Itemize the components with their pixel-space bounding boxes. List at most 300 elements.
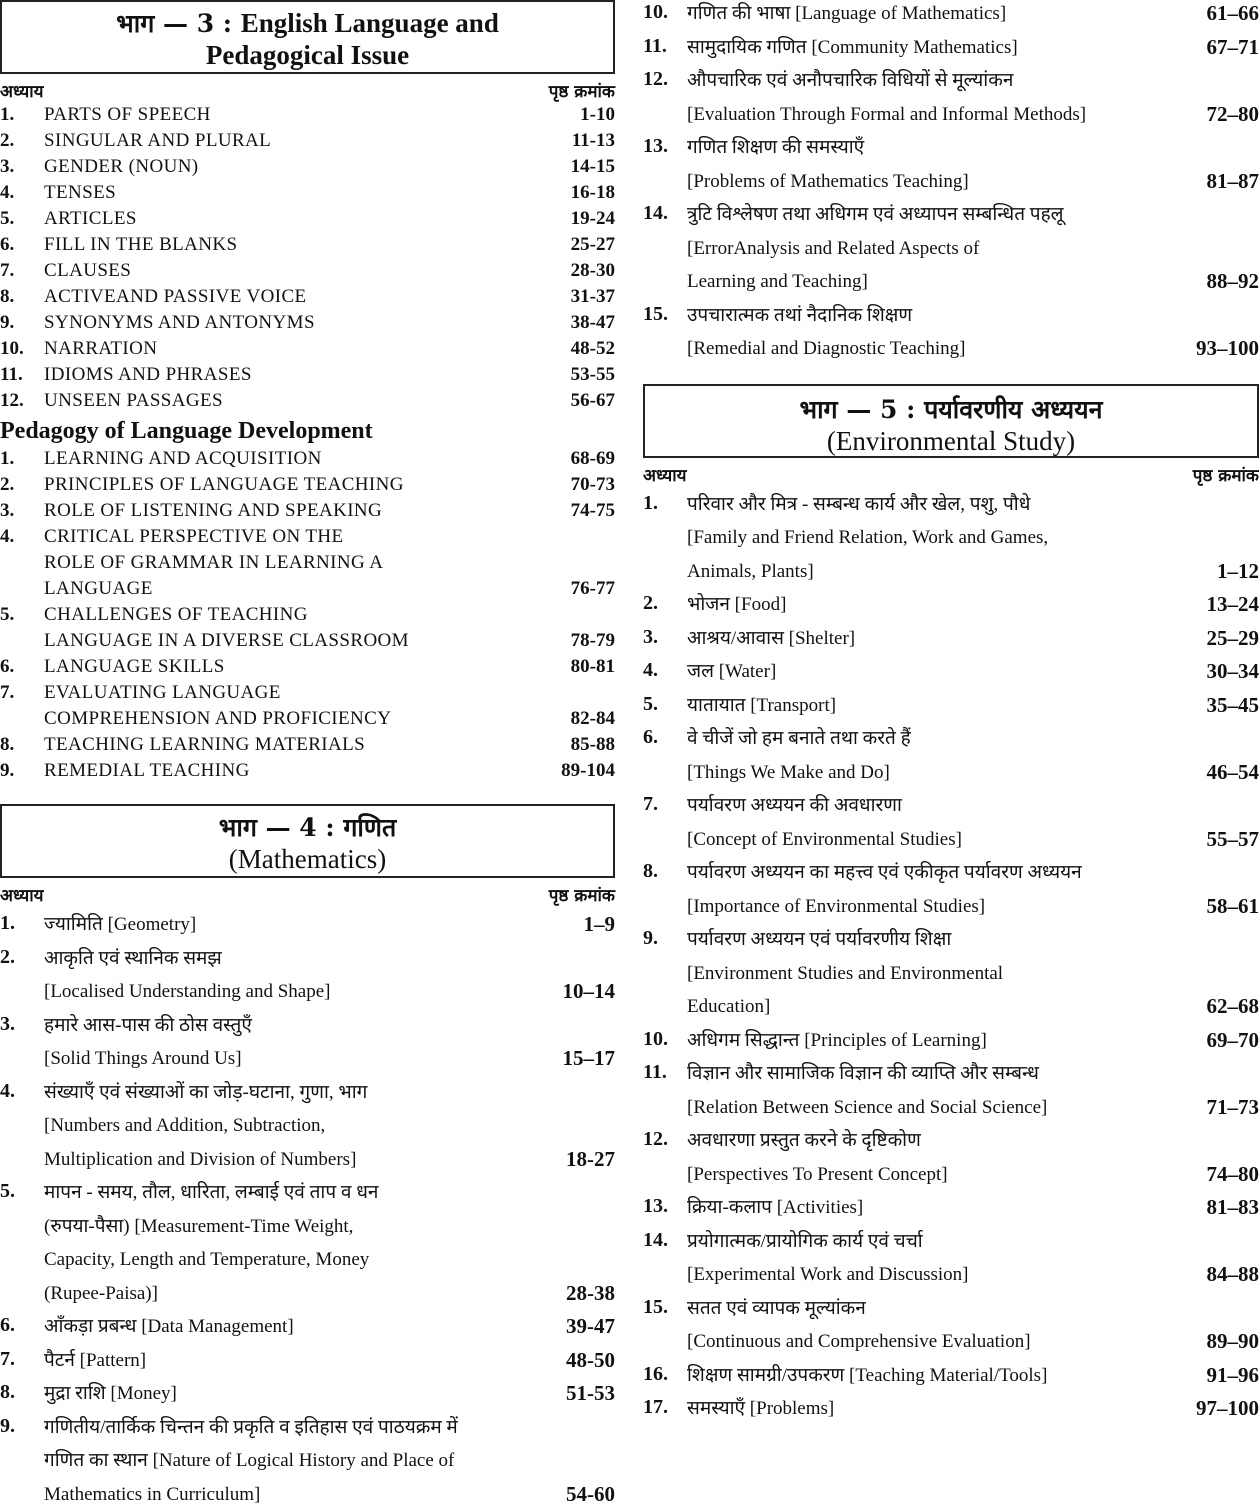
item-title-line: गणित की भाषा [Language of Mathematics] bbox=[687, 0, 1201, 31]
item-number: 10. bbox=[0, 336, 44, 362]
item-page-range: 38-47 bbox=[565, 310, 615, 336]
item-title-line: [Concept of Environmental Studies] bbox=[687, 823, 1201, 857]
item-title-line: Learning and Teaching] bbox=[687, 265, 1201, 299]
list-item bbox=[0, 180, 615, 206]
item-title bbox=[44, 498, 565, 524]
item-page-range: 1–9 bbox=[578, 908, 616, 942]
item-title bbox=[687, 1124, 1201, 1191]
item-page-range: 15–17 bbox=[557, 1042, 616, 1076]
item-title-line: LANGUAGE SKILLS bbox=[44, 654, 565, 680]
item-number: 5. bbox=[0, 206, 44, 232]
part4-list bbox=[0, 908, 615, 1511]
item-title bbox=[44, 602, 565, 654]
list-item bbox=[643, 198, 1259, 299]
pedagogy-heading: Pedagogy of Language Development bbox=[0, 416, 615, 446]
item-page-range: 61–66 bbox=[1201, 0, 1259, 31]
item-number: 6. bbox=[643, 722, 687, 749]
item-title-line: आकृति एवं स्थानिक समझ bbox=[44, 942, 557, 976]
item-title-line: [Remedial and Diagnostic Teaching] bbox=[687, 332, 1190, 366]
item-title: GENDER (NOUN) bbox=[44, 154, 565, 180]
item-number: 9. bbox=[0, 310, 44, 336]
item-number: 5. bbox=[643, 689, 687, 716]
item-number: 7. bbox=[0, 258, 44, 284]
item-title-line: [Problems of Mathematics Teaching] bbox=[687, 165, 1201, 199]
item-title bbox=[44, 654, 565, 680]
item-page-range: 74-75 bbox=[565, 498, 615, 524]
list-item bbox=[643, 0, 1259, 31]
list-item bbox=[0, 758, 615, 784]
item-title bbox=[687, 198, 1201, 299]
item-number: 10. bbox=[643, 0, 687, 24]
list-item bbox=[0, 388, 615, 414]
item-title bbox=[44, 1176, 560, 1310]
list-item bbox=[643, 31, 1259, 65]
part5-chapter-label: अध्याय bbox=[643, 463, 687, 486]
item-title-line: [Things We Make and Do] bbox=[687, 756, 1201, 790]
item-title: SYNONYMS AND ANTONYMS bbox=[44, 310, 565, 336]
item-page-range: 51-53 bbox=[560, 1377, 615, 1411]
item-number: 11. bbox=[643, 31, 687, 58]
item-title-line: पर्यावरण अध्ययन का महत्त्व एवं एकीकृत पर्यावरण अध्ययन bbox=[687, 856, 1201, 890]
part3-page-label: पृष्ठ क्रमांक bbox=[549, 79, 615, 102]
item-title-line: [ErrorAnalysis and Related Aspects of bbox=[687, 232, 1201, 266]
item-title bbox=[44, 732, 565, 758]
item-page-range: 1–12 bbox=[1211, 555, 1259, 589]
item-page-range: 14-15 bbox=[565, 154, 615, 180]
item-title bbox=[687, 1057, 1201, 1124]
item-page-range: 25-27 bbox=[565, 232, 615, 258]
item-title: SINGULAR AND PLURAL bbox=[44, 128, 566, 154]
item-title-line: त्रुटि विश्लेषण तथा अधिगम एवं अध्यापन सम्बन्धित पहलू bbox=[687, 198, 1201, 232]
pedagogy-list bbox=[0, 446, 615, 784]
item-title-line: शिक्षण सामग्री/उपकरण [Teaching Material/Tools] bbox=[687, 1359, 1201, 1393]
item-title bbox=[44, 1076, 560, 1177]
item-title-line: [Perspectives To Present Concept] bbox=[687, 1158, 1201, 1192]
item-number: 4. bbox=[0, 524, 44, 550]
list-item bbox=[0, 232, 615, 258]
list-item bbox=[0, 336, 615, 362]
list-item bbox=[643, 689, 1259, 723]
list-item bbox=[0, 258, 615, 284]
item-number: 3. bbox=[0, 498, 44, 524]
item-number: 6. bbox=[0, 654, 44, 680]
item-number: 9. bbox=[0, 758, 44, 784]
item-title-line: समस्याएँ [Problems] bbox=[687, 1392, 1190, 1426]
part3-chapter-label: अध्याय bbox=[0, 79, 44, 102]
item-title-line: वे चीजें जो हम बनाते तथा करते हैं bbox=[687, 722, 1201, 756]
item-title-line: जल [Water] bbox=[687, 655, 1201, 689]
item-page-range: 89–90 bbox=[1201, 1325, 1259, 1359]
item-title bbox=[687, 923, 1201, 1024]
item-page-range: 35–45 bbox=[1201, 689, 1259, 723]
item-title-line: CRITICAL PERSPECTIVE ON THE bbox=[44, 524, 565, 550]
list-item bbox=[643, 1191, 1259, 1225]
list-item bbox=[643, 856, 1259, 923]
item-title-line: गणित शिक्षण की समस्याएँ bbox=[687, 131, 1201, 165]
list-item bbox=[0, 206, 615, 232]
item-number: 13. bbox=[643, 1191, 687, 1218]
item-title: TENSES bbox=[44, 180, 565, 206]
item-number: 14. bbox=[643, 198, 687, 225]
item-page-range: 54-60 bbox=[560, 1478, 615, 1511]
item-number: 2. bbox=[0, 472, 44, 498]
item-number: 7. bbox=[0, 680, 44, 706]
item-title-line: [Continuous and Comprehensive Evaluation] bbox=[687, 1325, 1201, 1359]
item-title bbox=[687, 64, 1201, 131]
item-page-range: 82-84 bbox=[565, 706, 615, 732]
item-title-line: पर्यावरण अध्ययन की अवधारणा bbox=[687, 789, 1201, 823]
item-number: 3. bbox=[0, 1009, 44, 1036]
list-item bbox=[643, 1359, 1259, 1393]
item-page-range: 19-24 bbox=[565, 206, 615, 232]
item-number: 13. bbox=[643, 131, 687, 158]
item-number: 8. bbox=[0, 1377, 44, 1404]
item-title-line: TEACHING LEARNING MATERIALS bbox=[44, 732, 565, 758]
item-title-line: (रुपया-पैसा) [Measurement-Time Weight, bbox=[44, 1210, 560, 1244]
item-page-range: 11-13 bbox=[566, 128, 615, 154]
item-page-range: 13–24 bbox=[1201, 588, 1259, 622]
item-number: 2. bbox=[0, 942, 44, 969]
item-title bbox=[44, 446, 565, 472]
item-number: 12. bbox=[0, 388, 44, 414]
item-title-line: सामुदायिक गणित [Community Mathematics] bbox=[687, 31, 1201, 65]
item-page-range: 72–80 bbox=[1201, 98, 1259, 132]
part4-title-box bbox=[0, 804, 615, 878]
item-number: 10. bbox=[643, 1024, 687, 1051]
item-title-line: ज्यामिति [Geometry] bbox=[44, 908, 578, 942]
item-page-range: 68-69 bbox=[565, 446, 615, 472]
list-item bbox=[643, 64, 1259, 131]
item-title-line: भोजन [Food] bbox=[687, 588, 1201, 622]
item-number: 1. bbox=[0, 908, 44, 935]
list-item bbox=[643, 722, 1259, 789]
part3-title-box bbox=[0, 0, 615, 74]
item-number: 6. bbox=[0, 1310, 44, 1337]
item-title bbox=[44, 524, 565, 602]
item-title bbox=[44, 1009, 557, 1076]
item-number: 11. bbox=[0, 362, 44, 388]
item-number: 8. bbox=[0, 732, 44, 758]
item-number: 7. bbox=[0, 1344, 44, 1371]
item-number: 3. bbox=[0, 154, 44, 180]
right-column bbox=[643, 0, 1259, 1426]
item-number: 4. bbox=[643, 655, 687, 682]
item-page-range: 69–70 bbox=[1201, 1024, 1259, 1058]
item-page-range: 55–57 bbox=[1201, 823, 1259, 857]
item-page-range: 85-88 bbox=[565, 732, 615, 758]
item-title-line: [Localised Understanding and Shape] bbox=[44, 975, 557, 1009]
item-title: IDIOMS AND PHRASES bbox=[44, 362, 565, 388]
item-title-line: (Rupee-Paisa)] bbox=[44, 1277, 560, 1311]
item-title bbox=[44, 1377, 560, 1411]
part5-title-box bbox=[643, 384, 1259, 458]
item-page-range: 93–100 bbox=[1190, 332, 1259, 366]
item-title-line: ROLE OF GRAMMAR IN LEARNING A bbox=[44, 550, 565, 576]
item-title bbox=[687, 31, 1201, 65]
item-title bbox=[687, 722, 1201, 789]
item-number: 12. bbox=[643, 64, 687, 91]
part5-page-label: पृष्ठ क्रमांक bbox=[1193, 463, 1259, 486]
item-title bbox=[44, 758, 555, 784]
item-title: CLAUSES bbox=[44, 258, 565, 284]
item-number: 1. bbox=[643, 488, 687, 515]
list-item bbox=[0, 1310, 615, 1344]
part3-title-line1 bbox=[2, 6, 613, 40]
item-title-line: संख्याएँ एवं संख्याओं का जोड़-घटाना, गुणा, भाग bbox=[44, 1076, 560, 1110]
item-title-line: LANGUAGE IN A DIVERSE CLASSROOM bbox=[44, 628, 565, 654]
item-number: 1. bbox=[0, 446, 44, 472]
item-title bbox=[44, 1344, 560, 1378]
item-page-range: 67–71 bbox=[1201, 31, 1259, 65]
list-item bbox=[0, 154, 615, 180]
list-item bbox=[643, 1292, 1259, 1359]
list-item bbox=[643, 1024, 1259, 1058]
item-page-range: 48-52 bbox=[565, 336, 615, 362]
item-page-range: 97–100 bbox=[1190, 1392, 1259, 1426]
item-page-range: 18-27 bbox=[560, 1143, 615, 1177]
part4-chapter-label: अध्याय bbox=[0, 883, 44, 906]
item-page-range: 58–61 bbox=[1201, 890, 1259, 924]
list-item bbox=[643, 588, 1259, 622]
item-page-range: 81–87 bbox=[1201, 165, 1259, 199]
item-number: 15. bbox=[643, 1292, 687, 1319]
left-column bbox=[0, 0, 615, 1511]
item-number: 4. bbox=[0, 1076, 44, 1103]
list-item bbox=[0, 102, 615, 128]
item-page-range: 84–88 bbox=[1201, 1258, 1259, 1292]
item-title-line: EVALUATING LANGUAGE bbox=[44, 680, 565, 706]
item-number: 11. bbox=[643, 1057, 687, 1084]
item-page-range: 31-37 bbox=[565, 284, 615, 310]
item-title-line: Capacity, Length and Temperature, Money bbox=[44, 1243, 560, 1277]
item-number: 2. bbox=[0, 128, 44, 154]
item-title bbox=[44, 472, 565, 498]
item-number: 5. bbox=[0, 1176, 44, 1203]
list-item bbox=[0, 128, 615, 154]
item-title-line: [Evaluation Through Formal and Informal Methods] bbox=[687, 98, 1201, 132]
item-title-line: उपचारात्मक तथां नैदानिक शिक्षण bbox=[687, 299, 1190, 333]
item-number: 8. bbox=[643, 856, 687, 883]
item-number: 9. bbox=[643, 923, 687, 950]
item-title bbox=[687, 1024, 1201, 1058]
list-item bbox=[0, 362, 615, 388]
list-item bbox=[0, 732, 615, 758]
item-title-line: [Importance of Environmental Studies] bbox=[687, 890, 1201, 924]
item-title-line: [Experimental Work and Discussion] bbox=[687, 1258, 1201, 1292]
item-title: ARTICLES bbox=[44, 206, 565, 232]
item-page-range: 10–14 bbox=[557, 975, 616, 1009]
item-title bbox=[687, 622, 1201, 656]
item-title-line: [Numbers and Addition, Subtraction, bbox=[44, 1109, 560, 1143]
item-page-range: 28-30 bbox=[565, 258, 615, 284]
item-number: 16. bbox=[643, 1359, 687, 1386]
list-item bbox=[0, 310, 615, 336]
item-title bbox=[44, 1411, 560, 1511]
item-title bbox=[687, 0, 1201, 31]
list-item bbox=[0, 1344, 615, 1378]
item-title-line: Animals, Plants] bbox=[687, 555, 1211, 589]
item-title bbox=[687, 689, 1201, 723]
part4-column-header bbox=[0, 882, 615, 906]
item-title: FILL IN THE BLANKS bbox=[44, 232, 565, 258]
item-title bbox=[687, 1225, 1201, 1292]
item-title bbox=[687, 299, 1190, 366]
list-item bbox=[0, 908, 615, 942]
list-item bbox=[0, 446, 615, 472]
item-title-line: [Relation Between Science and Social Science] bbox=[687, 1091, 1201, 1125]
part3-title-en: English Language and bbox=[241, 8, 499, 38]
item-number: 17. bbox=[643, 1392, 687, 1419]
item-title-line: Multiplication and Division of Numbers] bbox=[44, 1143, 560, 1177]
item-title-line: आँकड़ा प्रबन्ध [Data Management] bbox=[44, 1310, 560, 1344]
item-title-line: मापन - समय, तौल, धारिता, लम्बाई एवं ताप व धन bbox=[44, 1176, 560, 1210]
item-title-line: परिवार और मित्र - सम्बन्ध कार्य और खेल, पशु, पौधे bbox=[687, 488, 1211, 522]
item-page-range: 28-38 bbox=[560, 1277, 615, 1311]
item-number: 14. bbox=[643, 1225, 687, 1252]
part4-page-label: पृष्ठ क्रमांक bbox=[549, 883, 615, 906]
list-item bbox=[0, 524, 615, 602]
list-item bbox=[0, 1009, 615, 1076]
part3-title-line2: Pedagogical Issue bbox=[2, 40, 613, 71]
item-title-line: [Solid Things Around Us] bbox=[44, 1042, 557, 1076]
item-title-line: मुद्रा राशि [Money] bbox=[44, 1377, 560, 1411]
item-number: 12. bbox=[643, 1124, 687, 1151]
item-title bbox=[44, 1310, 560, 1344]
list-item bbox=[0, 1377, 615, 1411]
item-page-range: 25–29 bbox=[1201, 622, 1259, 656]
list-item bbox=[643, 622, 1259, 656]
item-title-line: विज्ञान और सामाजिक विज्ञान की व्याप्ति और सम्बन्ध bbox=[687, 1057, 1201, 1091]
item-title-line: COMPREHENSION AND PROFICIENCY bbox=[44, 706, 565, 732]
list-item bbox=[643, 131, 1259, 198]
item-page-range: 88–92 bbox=[1201, 265, 1259, 299]
item-title-line: Mathematics in Curriculum] bbox=[44, 1478, 560, 1511]
item-title-line: यातायात [Transport] bbox=[687, 689, 1201, 723]
item-page-range: 78-79 bbox=[565, 628, 615, 654]
item-title-line: Education] bbox=[687, 990, 1201, 1024]
list-item bbox=[643, 488, 1259, 589]
item-number: 6. bbox=[0, 232, 44, 258]
item-title-line: अवधारणा प्रस्तुत करने के दृष्टिकोण bbox=[687, 1124, 1201, 1158]
part5-title-hi: भाग — 5 : पर्यावरणीय अध्ययन bbox=[645, 392, 1257, 426]
list-item bbox=[643, 655, 1259, 689]
item-title bbox=[687, 856, 1201, 923]
item-page-range: 16-18 bbox=[565, 180, 615, 206]
part5-list bbox=[643, 488, 1259, 1426]
list-item bbox=[643, 1057, 1259, 1124]
item-title-line: प्रयोगात्मक/प्रायोगिक कार्य एवं चर्चा bbox=[687, 1225, 1201, 1259]
item-page-range: 39-47 bbox=[560, 1310, 615, 1344]
item-number: 7. bbox=[643, 789, 687, 816]
item-title-line: PRINCIPLES OF LANGUAGE TEACHING bbox=[44, 472, 565, 498]
item-title: ACTIVEAND PASSIVE VOICE bbox=[44, 284, 565, 310]
item-page-range: 76-77 bbox=[565, 576, 615, 602]
item-title bbox=[687, 789, 1201, 856]
item-title-line: गणितीय/तार्किक चिन्तन की प्रकृति व इतिहास एवं पाठयक्रम में bbox=[44, 1411, 560, 1445]
item-title-line: ROLE OF LISTENING AND SPEAKING bbox=[44, 498, 565, 524]
item-title-line: [Family and Friend Relation, Work and Games, bbox=[687, 521, 1211, 555]
list-item bbox=[643, 923, 1259, 1024]
list-item bbox=[643, 299, 1259, 366]
part4-title-hi: भाग — 4 : गणित bbox=[2, 810, 613, 844]
item-page-range: 62–68 bbox=[1201, 990, 1259, 1024]
list-item bbox=[643, 789, 1259, 856]
list-item bbox=[0, 1076, 615, 1177]
item-title-line: औपचारिक एवं अनौपचारिक विधियों से मूल्यांकन bbox=[687, 64, 1201, 98]
item-number: 4. bbox=[0, 180, 44, 206]
item-title: PARTS OF SPEECH bbox=[44, 102, 574, 128]
part5-column-header bbox=[643, 462, 1259, 486]
item-page-range: 30–34 bbox=[1201, 655, 1259, 689]
item-page-range: 89-104 bbox=[555, 758, 615, 784]
item-title: NARRATION bbox=[44, 336, 565, 362]
item-title bbox=[687, 1359, 1201, 1393]
item-title bbox=[687, 655, 1201, 689]
part3-column-header bbox=[0, 78, 615, 102]
item-page-range: 71–73 bbox=[1201, 1091, 1259, 1125]
item-title-line: गणित का स्थान [Nature of Logical History and Place of bbox=[44, 1444, 560, 1478]
item-page-range: 56-67 bbox=[565, 388, 615, 414]
item-title-line: सतत एवं व्यापक मूल्यांकन bbox=[687, 1292, 1201, 1326]
item-title-line: LEARNING AND ACQUISITION bbox=[44, 446, 565, 472]
item-page-range: 46–54 bbox=[1201, 756, 1259, 790]
item-number: 2. bbox=[643, 588, 687, 615]
item-title-line: हमारे आस-पास की ठोस वस्तुएँ bbox=[44, 1009, 557, 1043]
item-page-range: 1-10 bbox=[574, 102, 615, 128]
item-title-line: अधिगम सिद्धान्त [Principles of Learning] bbox=[687, 1024, 1201, 1058]
item-title bbox=[687, 1292, 1201, 1359]
item-title-line: पैटर्न [Pattern] bbox=[44, 1344, 560, 1378]
part4-title-en: (Mathematics) bbox=[2, 844, 613, 875]
part3-title-hi: भाग — 3 : bbox=[116, 9, 241, 38]
list-item bbox=[0, 680, 615, 732]
item-title bbox=[687, 131, 1201, 198]
item-page-range: 91–96 bbox=[1201, 1359, 1259, 1393]
list-item bbox=[0, 654, 615, 680]
item-page-range: 70-73 bbox=[565, 472, 615, 498]
list-item bbox=[643, 1392, 1259, 1426]
part4-list-continued bbox=[643, 0, 1259, 366]
item-title bbox=[44, 908, 578, 942]
item-title bbox=[44, 942, 557, 1009]
list-item bbox=[643, 1225, 1259, 1292]
item-number: 9. bbox=[0, 1411, 44, 1438]
item-title bbox=[687, 588, 1201, 622]
list-item bbox=[643, 1124, 1259, 1191]
item-title-line: क्रिया-कलाप [Activities] bbox=[687, 1191, 1201, 1225]
item-page-range: 74–80 bbox=[1201, 1158, 1259, 1192]
item-number: 8. bbox=[0, 284, 44, 310]
list-item bbox=[0, 498, 615, 524]
list-item bbox=[0, 472, 615, 498]
item-title-line: पर्यावरण अध्ययन एवं पर्यावरणीय शिक्षा bbox=[687, 923, 1201, 957]
item-page-range: 81–83 bbox=[1201, 1191, 1259, 1225]
item-title-line: LANGUAGE bbox=[44, 576, 565, 602]
item-title-line: REMEDIAL TEACHING bbox=[44, 758, 555, 784]
item-title bbox=[44, 680, 565, 732]
item-title: UNSEEN PASSAGES bbox=[44, 388, 565, 414]
item-title bbox=[687, 1392, 1190, 1426]
list-item bbox=[0, 602, 615, 654]
part3-list bbox=[0, 102, 615, 414]
item-number: 1. bbox=[0, 102, 44, 128]
item-title bbox=[687, 488, 1211, 589]
item-page-range: 53-55 bbox=[565, 362, 615, 388]
item-title-line: आश्रय/आवास [Shelter] bbox=[687, 622, 1201, 656]
item-title-line: CHALLENGES OF TEACHING bbox=[44, 602, 565, 628]
list-item bbox=[0, 1411, 615, 1511]
item-title bbox=[687, 1191, 1201, 1225]
